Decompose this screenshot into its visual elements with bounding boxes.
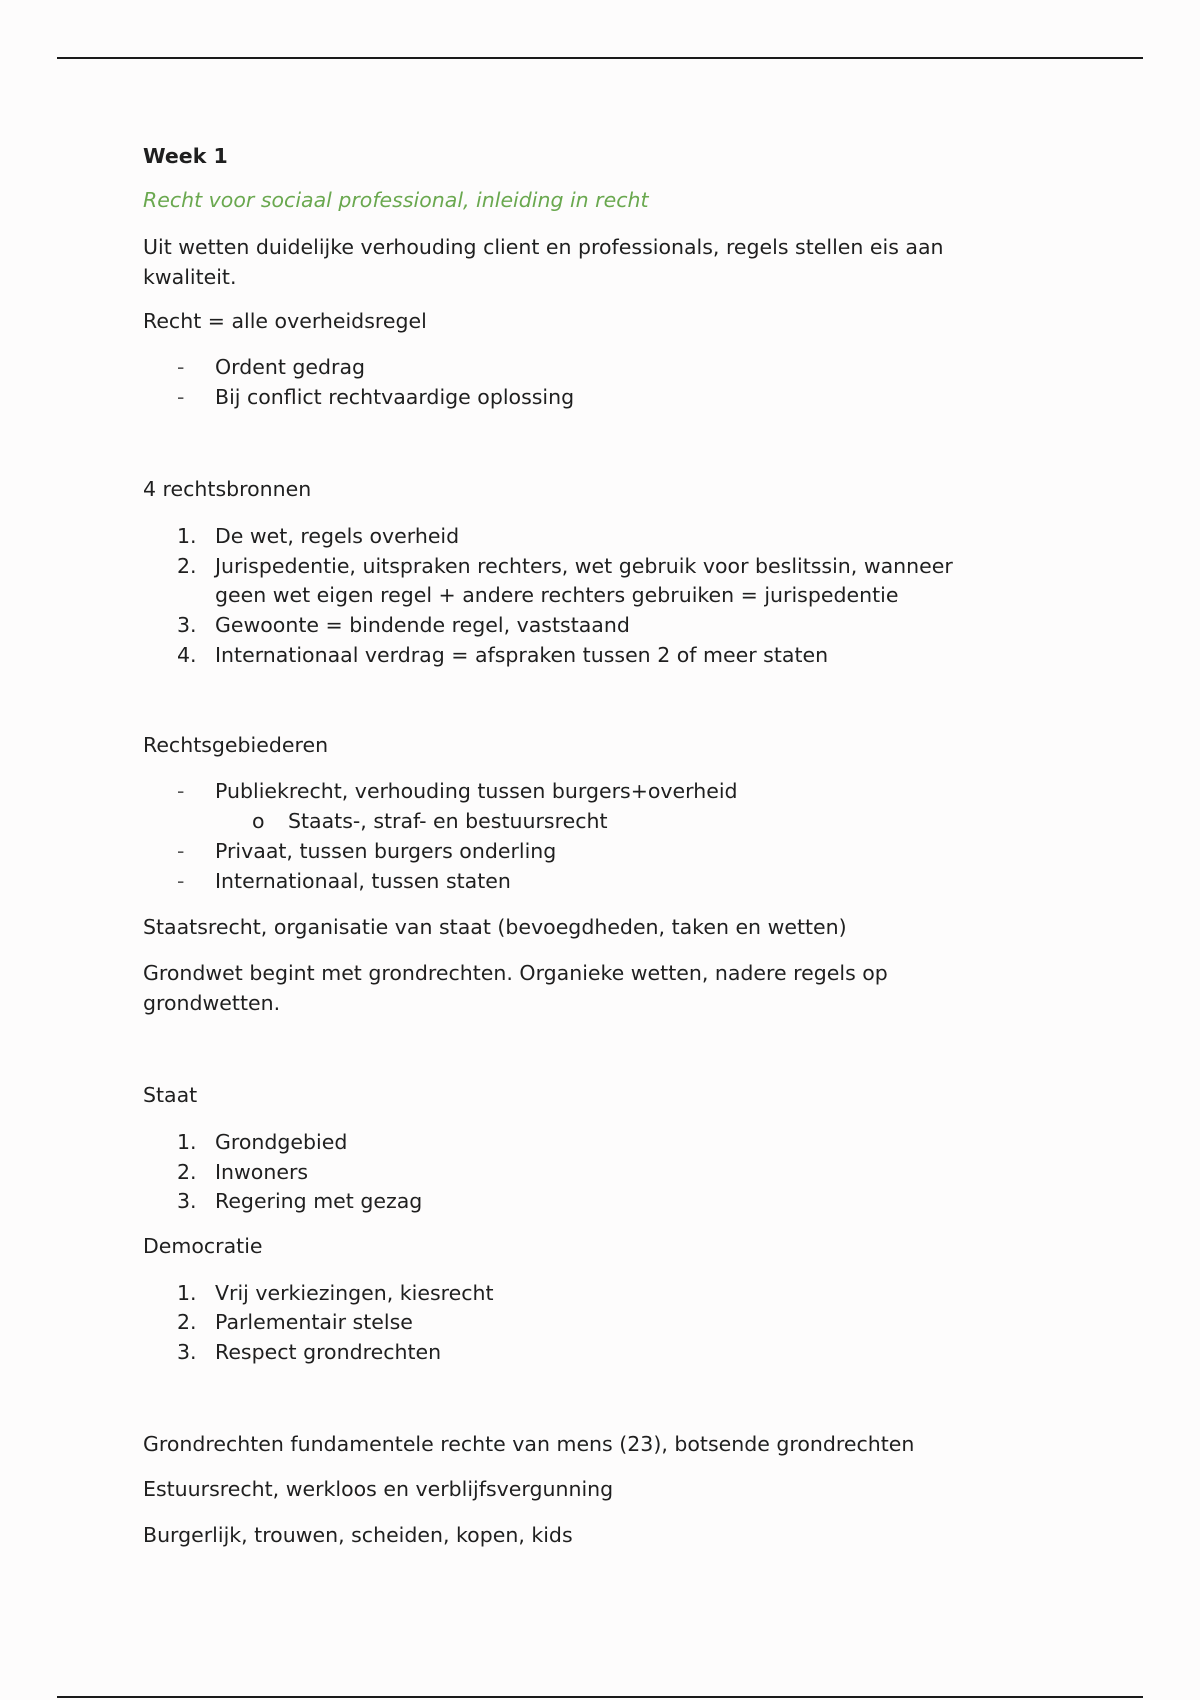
bullet-marker: - — [177, 779, 185, 803]
gebied-sub-item: Staats-, straf- en bestuursrecht — [288, 809, 608, 833]
staat-item-3: Regering met gezag — [215, 1189, 423, 1213]
list-number: 1. — [177, 524, 197, 548]
bronnen-heading: 4 rechtsbronnen — [143, 477, 312, 501]
burgerlijk-text: Burgerlijk, trouwen, scheiden, kopen, kids — [143, 1523, 573, 1547]
subtitle: Recht voor sociaal professional, inleiding in recht — [143, 188, 649, 212]
bron-item-2-line-1: Jurispedentie, uitspraken rechters, wet gebruik voor beslitssin, wanneer — [215, 554, 953, 578]
list-number: 4. — [177, 643, 197, 667]
bron-item-1: De wet, regels overheid — [215, 524, 460, 548]
bron-item-4: Internationaal verdrag = afspraken tussen 2 of meer staten — [215, 643, 829, 667]
gebied-item-2: Privaat, tussen burgers onderling — [215, 839, 557, 863]
week-title: Week 1 — [143, 144, 228, 168]
list-number: 1. — [177, 1281, 197, 1305]
list-number: 3. — [177, 613, 197, 637]
header-rule — [57, 57, 1143, 59]
list-number: 3. — [177, 1340, 197, 1364]
intro-line-1: Uit wetten duidelijke verhouding client en professionals, regels stellen eis aan — [143, 235, 944, 259]
grondwet-line-2: grondwetten. — [143, 991, 281, 1015]
staat-item-1: Grondgebied — [215, 1130, 348, 1154]
bron-item-2-line-2: geen wet eigen regel + andere rechters gebruiken = jurispedentie — [215, 583, 899, 607]
staat-item-2: Inwoners — [215, 1160, 309, 1184]
list-number: 2. — [177, 1160, 197, 1184]
grondrechten-text: Grondrechten fundamentele rechte van mens (23), botsende grondrechten — [143, 1432, 915, 1456]
gebied-item-3: Internationaal, tussen staten — [215, 869, 511, 893]
staat-heading: Staat — [143, 1083, 198, 1107]
gebieden-heading: Rechtsgebiederen — [143, 733, 329, 757]
sub-bullet-marker: o — [252, 809, 265, 833]
intro-line-2: kwaliteit. — [143, 265, 237, 289]
list-number: 2. — [177, 1310, 197, 1334]
list-number: 1. — [177, 1130, 197, 1154]
democratie-item-1: Vrij verkiezingen, kiesrecht — [215, 1281, 494, 1305]
recht-item-1: Ordent gedrag — [215, 355, 366, 379]
recht-item-2: Bij conflict rechtvaardige oplossing — [215, 385, 575, 409]
footer-rule — [57, 1696, 1143, 1698]
bullet-marker: - — [177, 355, 185, 379]
grondwet-line-1: Grondwet begint met grondrechten. Organieke wetten, nadere regels op — [143, 961, 888, 985]
list-number: 2. — [177, 554, 197, 578]
gebied-item-1: Publiekrecht, verhouding tussen burgers+overheid — [215, 779, 738, 803]
bullet-marker: - — [177, 869, 185, 893]
list-number: 3. — [177, 1189, 197, 1213]
democratie-item-2: Parlementair stelse — [215, 1310, 413, 1334]
staatsrecht-text: Staatsrecht, organisatie van staat (bevoegdheden, taken en wetten) — [143, 915, 847, 939]
bron-item-3: Gewoonte = bindende regel, vaststaand — [215, 613, 630, 637]
democratie-item-3: Respect grondrechten — [215, 1340, 442, 1364]
bullet-marker: - — [177, 385, 185, 409]
bestuursrecht-text: Estuursrecht, werkloos en verblijfsvergunning — [143, 1477, 614, 1501]
democratie-heading: Democratie — [143, 1234, 263, 1258]
bullet-marker: - — [177, 839, 185, 863]
recht-definition: Recht = alle overheidsregel — [143, 309, 427, 333]
